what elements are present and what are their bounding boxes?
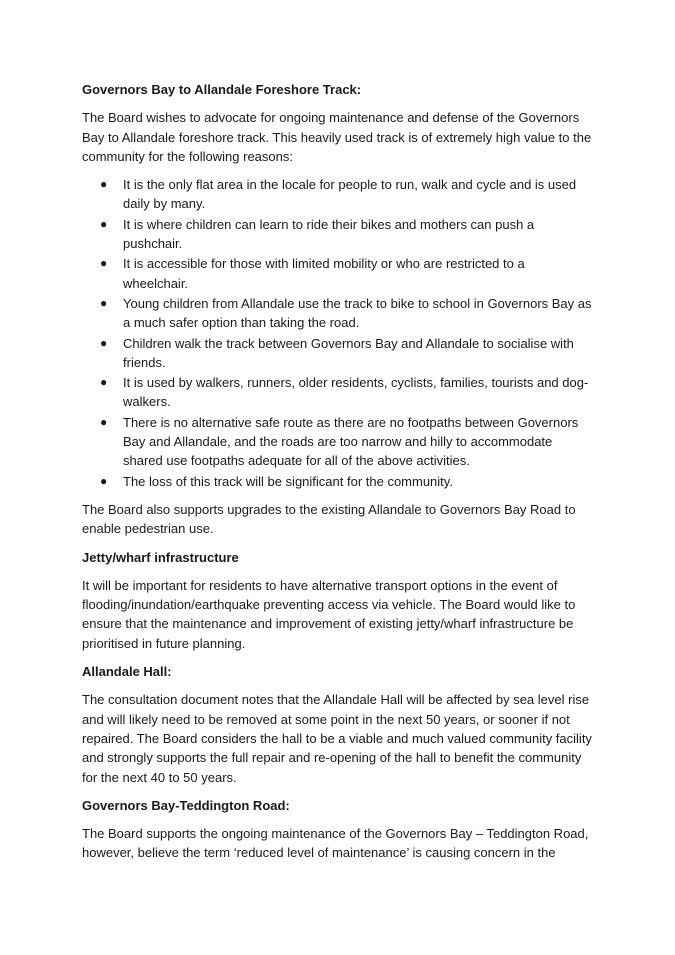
list-item-text: Children walk the track between Governors Bay and Allandale to socialise with friends.: [123, 335, 574, 370]
bullet-icon: ●: [100, 375, 108, 390]
section-heading-jetty: Jetty/wharf infrastructure: [82, 549, 239, 565]
bullet-icon: ●: [100, 335, 108, 350]
foreshore-reasons-list: [82, 175, 593, 491]
list-item-text: There is no alternative safe route as there are no footpaths between Governors Bay and Allandale, and the roads are too narrow and hilly to accommodate shared use footpaths adequate for all of the above activities.: [123, 414, 579, 469]
list-item: [82, 373, 593, 412]
list-item-text: The loss of this track will be significant for the community.: [123, 473, 453, 489]
jetty-body: It will be important for residents to have alternative transport options in the event of flooding/inundation/earthquake preventing access via vehicle. The Board would like to ensure that the maintenance and improvement of existing jetty/wharf infrastructure be prioritised in future planning.: [82, 577, 576, 651]
bullet-icon: ●: [100, 414, 108, 429]
list-item-text: Young children from Allandale use the track to bike to school in Governors Bay as a much safer option than taking the road.: [123, 295, 592, 331]
list-item: [82, 472, 593, 491]
list-item: [82, 413, 593, 471]
section-heading-hall: Allandale Hall:: [82, 664, 172, 680]
list-item: [82, 334, 593, 373]
list-item: [82, 175, 593, 214]
foreshore-intro: The Board wishes to advocate for ongoing maintenance and defense of the Governors Bay to Allandale foreshore track. This heavily used track is of extremely high value to the community for the following reasons:: [82, 110, 592, 164]
list-item: [82, 294, 593, 333]
list-item-text: It is the only flat area in the locale for people to run, walk and cycle and is used daily by many.: [123, 177, 577, 212]
foreshore-closing: The Board also supports upgrades to the existing Allandale to Governors Bay Road to enable pedestrian use.: [82, 501, 576, 537]
list-item: [82, 215, 593, 254]
list-item-text: It is where children can learn to ride their bikes and mothers can push a pushchair.: [123, 216, 535, 252]
road-body: The Board supports the ongoing maintenance of the Governors Bay – Teddington Road, however, believe the term ‘reduced level of maintenance’ is causing concern in the: [82, 826, 589, 861]
section-heading-foreshore: Governors Bay to Allandale Foreshore Track:: [82, 82, 362, 97]
list-item-text: It is used by walkers, runners, older residents, cyclists, families, tourists and dog-walkers.: [123, 375, 589, 410]
bullet-icon: ●: [100, 295, 108, 310]
bullet-icon: ●: [100, 256, 108, 271]
bullet-icon: ●: [100, 216, 108, 231]
bullet-icon: ●: [100, 177, 108, 192]
hall-body: The consultation document notes that the Allandale Hall will be affected by sea level rise and will likely need to be removed at some point in the next 50 years, or sooner if not repaired. The Board considers the hall to be a viable and much valued community facility and strongly supports the full repair and re-opening of the hall to benefit the community for the next 40 to 50 years.: [82, 692, 592, 785]
list-item: [82, 254, 593, 293]
bullet-icon: ●: [100, 473, 108, 488]
section-heading-road: Governors Bay-Teddington Road:: [82, 797, 290, 813]
list-item-text: It is accessible for those with limited mobility or who are restricted to a wheelchair.: [123, 256, 525, 291]
